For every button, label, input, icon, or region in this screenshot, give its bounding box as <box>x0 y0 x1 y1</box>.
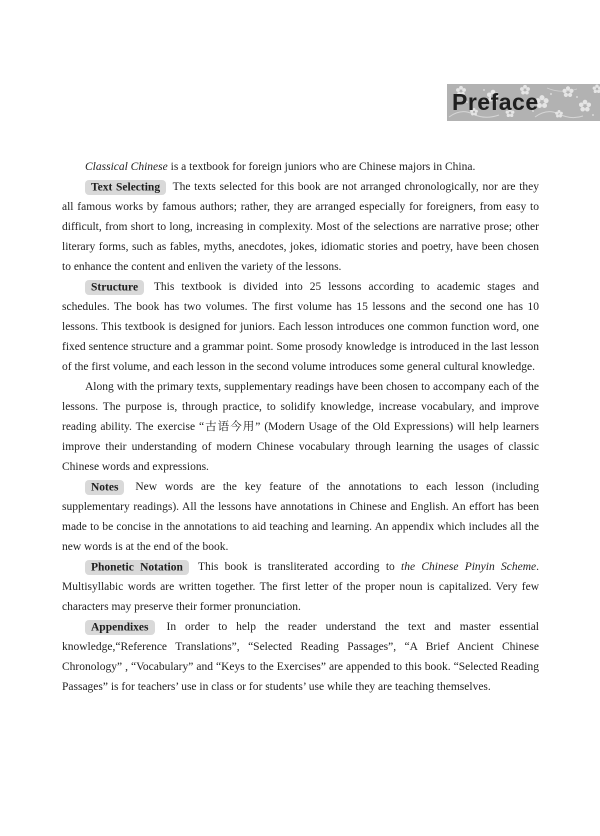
text-run: Along with the primary texts, supplementary readings have been chosen to accompany each of the lessons. The purpose is, through practice, to solidify knowledge, increase vocabulary, and improve reading ability. The exercise “古语今用” (Modern Usage of the Old Expressions) will help learners improve their understanding of modern Chinese vocabulary through learning the usages of classic Chinese words and expressions. <box>62 381 539 473</box>
paragraph <box>62 177 539 277</box>
text-run: New words are the key feature of the annotations to each lesson (including supplementary readings). All the lessons have annotations in Chinese and English. An effort has been made to be concise in the annotations to aid teaching and learning. An appendix which includes all the new words is at the end of the book. <box>62 481 539 553</box>
preface-header-banner <box>447 84 600 121</box>
paragraph <box>62 617 539 697</box>
text-run: Classical Chinese <box>85 161 168 173</box>
paragraph <box>62 557 539 617</box>
text-run: This textbook is divided into 25 lessons according to academic stages and schedules. The book has two volumes. The first volume has 15 lessons and the second one has 10 lessons. This textbook is designed for juniors. Each lesson introduces one common function word, one fixed sentence structure and a grammar point. Some prosody knowledge is introduced in the last lesson of the first volume, and each lesson in the second volume introduces some general cultural knowledge. <box>62 281 539 373</box>
paragraph <box>62 157 539 177</box>
text-run: the Chinese Pinyin Scheme <box>401 561 537 573</box>
section-label: Structure <box>85 280 144 295</box>
text-run: The texts selected for this book are not arranged chronologically, nor are they all famous works by famous authors; rather, they are arranged especially for foreigners, from easy to difficult, from short to long, increasing in complexity. Most of the selections are narrative prose; other literary forms, such as fables, myths, anecdotes, jokes, idiomatic stories and poetry, have been chosen to enhance the content and enliven the variety of the lessons. <box>62 181 540 273</box>
paragraph <box>62 277 539 377</box>
section-label: Phonetic Notation <box>85 560 189 575</box>
paragraph <box>62 477 539 557</box>
text-run: is a textbook for foreign juniors who are Chinese majors in China. <box>167 161 476 173</box>
paragraph <box>62 377 539 477</box>
section-label: Text Selecting <box>85 180 166 195</box>
text-run: In order to help the reader understand the text and master essential knowledge,“Reference Translations”, “Selected Reading Passages”, “A Brief Ancient Chinese Chronology” , “Vocabulary” and “Keys to the Exercises” are appended to this book. “Selected Reading Passages” is for teachers’ use in class or for students’ use while they are teaching themselves. <box>62 621 539 693</box>
preface-paragraphs <box>62 157 539 697</box>
text-run: . Multisyllabic words are written together. The first letter of the proper noun is capitalized. Very few characters may preserve their former pronunciation. <box>62 561 539 613</box>
section-label: Appendixes <box>85 620 155 635</box>
page-title: Preface <box>452 89 539 115</box>
text-run: This book is transliterated according to <box>191 561 402 573</box>
section-label: Notes <box>85 480 124 495</box>
